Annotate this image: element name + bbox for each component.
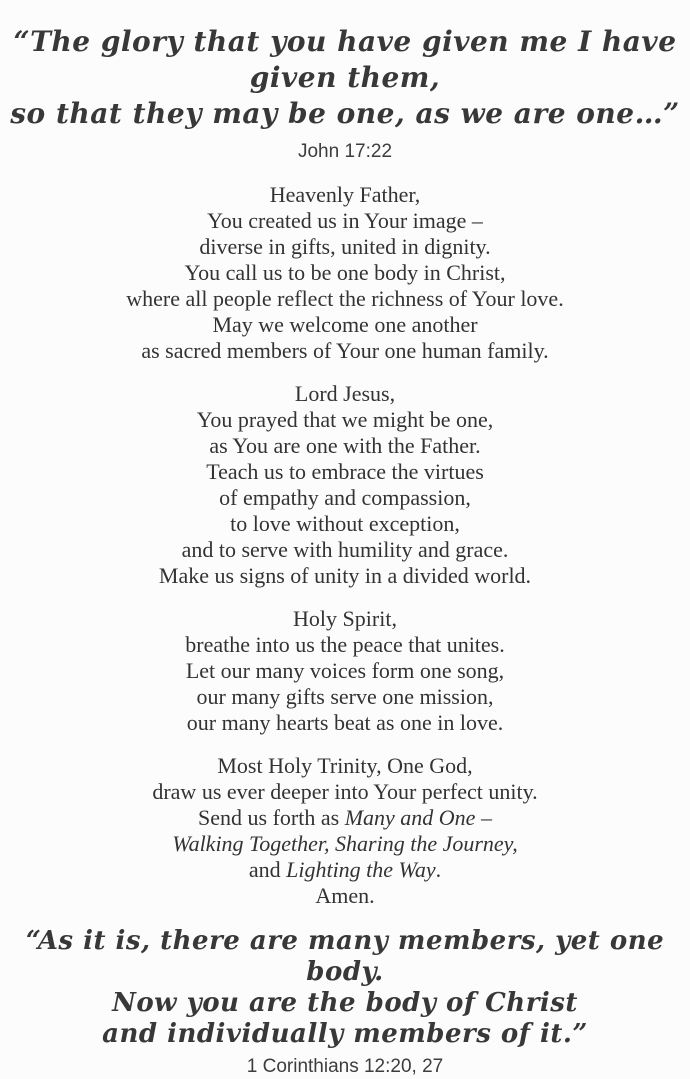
prayer-stanza bbox=[0, 381, 690, 589]
prayer-stanza bbox=[0, 753, 690, 909]
prayer-line: May we welcome one another bbox=[212, 312, 478, 337]
prayer-line: Holy Spirit, bbox=[293, 606, 397, 631]
prayer-stanza bbox=[0, 182, 690, 364]
text-segment: and bbox=[248, 857, 287, 882]
prayer-line: our many hearts beat as one in love. bbox=[186, 710, 504, 735]
prayer-line bbox=[0, 831, 690, 857]
text-segment: . bbox=[435, 857, 442, 882]
scripture-quote-line: “As it is, there are many members, yet one body. bbox=[25, 926, 665, 987]
prayer-line: Lord Jesus, bbox=[294, 381, 396, 406]
italic-phrase: Walking Together, Sharing the Journey, bbox=[172, 831, 518, 856]
prayer-line: breathe into us the peace that unites. bbox=[185, 632, 505, 657]
prayer-line: Make us signs of unity in a divided world. bbox=[158, 563, 532, 588]
opening-scripture-quote bbox=[0, 24, 690, 164]
prayer-line: Most Holy Trinity, One God, bbox=[217, 753, 473, 778]
prayer-line: Heavenly Father, bbox=[269, 182, 421, 207]
prayer-line: our many gifts serve one mission, bbox=[196, 684, 494, 709]
text-segment: – bbox=[475, 805, 492, 830]
scripture-quote-line: “The glory that you have given me I have given them, bbox=[13, 25, 677, 94]
prayer-line: as sacred members of Your one human family. bbox=[141, 338, 549, 363]
prayer-line: to love without exception, bbox=[230, 511, 460, 536]
prayer-line bbox=[0, 805, 690, 831]
prayer-line: and to serve with humility and grace. bbox=[181, 537, 509, 562]
prayer-line: draw us ever deeper into Your perfect unity. bbox=[152, 779, 538, 804]
prayer-line bbox=[0, 857, 690, 883]
prayer-line: You call us to be one body in Christ, bbox=[184, 260, 506, 285]
prayer-line: of empathy and compassion, bbox=[219, 485, 471, 510]
prayer-line: diverse in gifts, united in dignity. bbox=[199, 234, 491, 259]
scripture-reference: John 17:22 bbox=[297, 141, 393, 162]
italic-phrase: Many and One bbox=[344, 805, 476, 830]
prayer-line: Amen. bbox=[315, 883, 375, 908]
prayer-line: You prayed that we might be one, bbox=[196, 407, 494, 432]
prayer-line: Teach us to embrace the virtues bbox=[206, 459, 484, 484]
prayer-stanza bbox=[0, 606, 690, 736]
prayer-line: where all people reflect the richness of Your love. bbox=[126, 286, 564, 311]
prayer-line: Let our many voices form one song, bbox=[185, 658, 505, 683]
text-segment: Send us forth as bbox=[198, 805, 345, 830]
scripture-quote-line: so that they may be one, as we are one…” bbox=[10, 97, 680, 130]
scripture-quote-line: Now you are the body of Christ bbox=[112, 988, 578, 1018]
prayer-line: as You are one with the Father. bbox=[209, 433, 481, 458]
scripture-reference: 1 Corinthians 12:20, 27 bbox=[246, 1056, 444, 1077]
italic-phrase: Lighting the Way bbox=[286, 857, 436, 882]
prayer-body bbox=[0, 182, 690, 909]
closing-scripture-quote bbox=[0, 926, 690, 1079]
scripture-quote-line: and individually members of it.” bbox=[102, 1019, 588, 1049]
prayer-line: You created us in Your image – bbox=[207, 208, 483, 233]
